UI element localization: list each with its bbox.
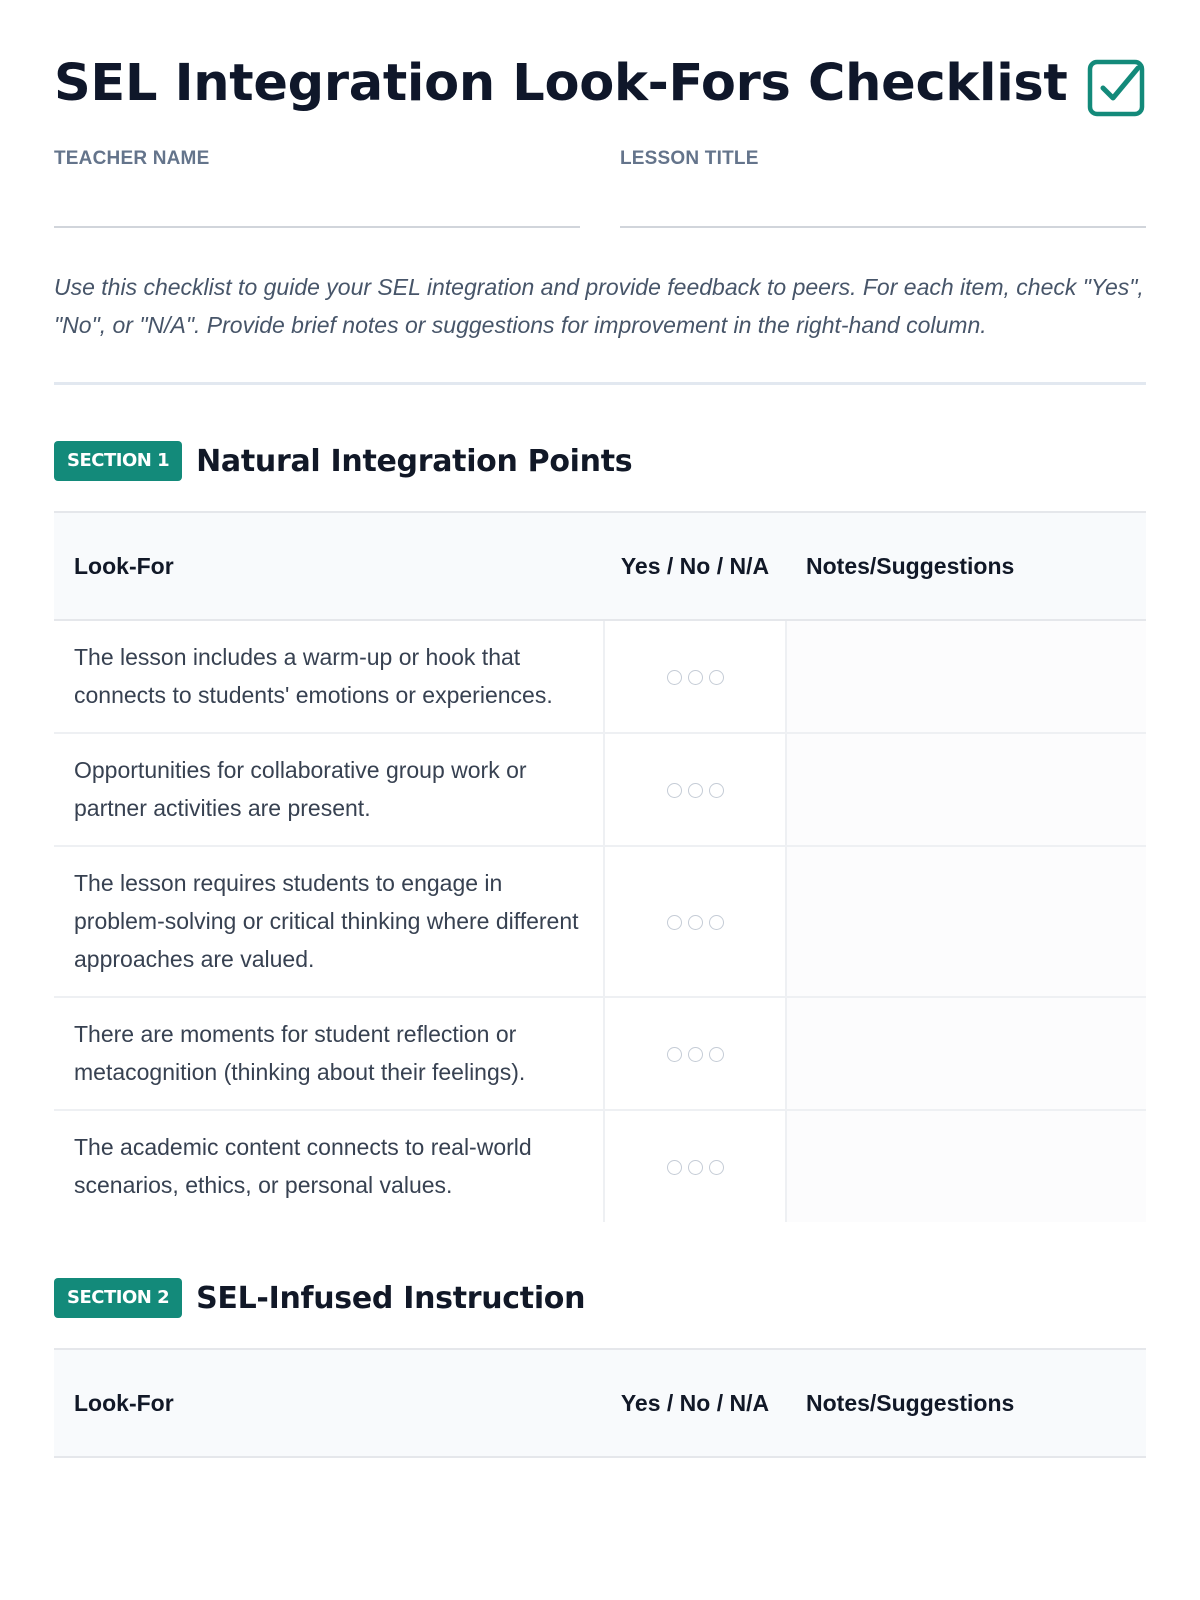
lookfor-header: Look-For	[54, 512, 604, 620]
notes-header: Notes/Suggestions	[786, 512, 1146, 620]
table-header-row	[54, 512, 1146, 620]
check-square-icon	[1086, 58, 1146, 118]
yes-no-na-cell	[604, 997, 786, 1110]
na-radio[interactable]	[709, 1047, 724, 1062]
section-header	[54, 1278, 1146, 1318]
checklist-table	[54, 1348, 1146, 1458]
no-radio[interactable]	[688, 670, 703, 685]
lookfor-text: The lesson includes a warm-up or hook that connects to students' emotions or experiences.	[54, 620, 604, 733]
lookfor-header: Look-For	[54, 1349, 604, 1457]
table-row	[54, 846, 1146, 997]
lookfor-text: The lesson requires students to engage in problem-solving or critical thinking where different approaches are valued.	[54, 846, 604, 997]
notes-cell[interactable]	[786, 733, 1146, 846]
yes-radio[interactable]	[667, 1160, 682, 1175]
no-radio[interactable]	[688, 783, 703, 798]
checklist-table	[54, 511, 1146, 1222]
notes-cell[interactable]	[786, 846, 1146, 997]
na-radio[interactable]	[709, 915, 724, 930]
lookfor-text: There are moments for student reflection or metacognition (thinking about their feelings).	[54, 997, 604, 1110]
lookfor-text: Opportunities for collaborative group work or partner activities are present.	[54, 733, 604, 846]
table-row	[54, 733, 1146, 846]
yes-no-na-header: Yes / No / N/A	[604, 1349, 786, 1457]
yes-no-na-cell	[604, 846, 786, 997]
yes-no-na-cell	[604, 733, 786, 846]
teacher-name-field	[54, 140, 580, 228]
yes-no-na-header: Yes / No / N/A	[604, 512, 786, 620]
section-1	[54, 441, 1146, 1222]
yes-radio[interactable]	[667, 1047, 682, 1062]
sections	[54, 441, 1146, 1458]
teacher-name-input[interactable]	[54, 188, 580, 228]
notes-cell[interactable]	[786, 620, 1146, 733]
lookfor-text: The academic content connects to real-world scenarios, ethics, or personal values.	[74, 1134, 532, 1198]
notes-header: Notes/Suggestions	[786, 1349, 1146, 1457]
yes-radio[interactable]	[667, 915, 682, 930]
teacher-name-label: TEACHER NAME	[54, 148, 210, 169]
section-badge: SECTION 1	[54, 441, 182, 481]
na-radio[interactable]	[709, 783, 724, 798]
yes-no-na-cell	[604, 1110, 786, 1222]
no-radio[interactable]	[688, 915, 703, 930]
yes-radio[interactable]	[667, 670, 682, 685]
na-radio[interactable]	[709, 670, 724, 685]
notes-cell[interactable]	[786, 997, 1146, 1110]
section-badge: SECTION 2	[54, 1278, 182, 1318]
table-row	[54, 1110, 1146, 1222]
na-radio[interactable]	[709, 1160, 724, 1175]
table-row	[54, 620, 1146, 733]
no-radio[interactable]	[688, 1047, 703, 1062]
notes-cell[interactable]	[786, 1110, 1146, 1222]
yes-radio[interactable]	[667, 783, 682, 798]
header	[54, 0, 1146, 140]
yes-no-na-cell	[604, 620, 786, 733]
section-header	[54, 441, 1146, 481]
no-radio[interactable]	[688, 1160, 703, 1175]
table-header-row	[54, 1349, 1146, 1457]
section-2	[54, 1278, 1146, 1458]
intro-text: Use this checklist to guide your SEL integration and provide feedback to peers. For each item, check "Yes", "No", or "N/A". Provide brief notes or suggestions for improvement in the right-hand column.	[54, 268, 1146, 385]
info-fields	[54, 140, 1146, 228]
lesson-title-input[interactable]	[620, 188, 1146, 228]
lesson-title-field	[620, 140, 1146, 228]
lesson-title-label: LESSON TITLE	[620, 148, 759, 169]
section-title: SEL-Infused Instruction	[196, 1280, 586, 1316]
section-title: Natural Integration Points	[196, 443, 633, 479]
table-row	[54, 997, 1146, 1110]
page-title: SEL Integration Look-Fors Checklist	[54, 54, 1068, 113]
